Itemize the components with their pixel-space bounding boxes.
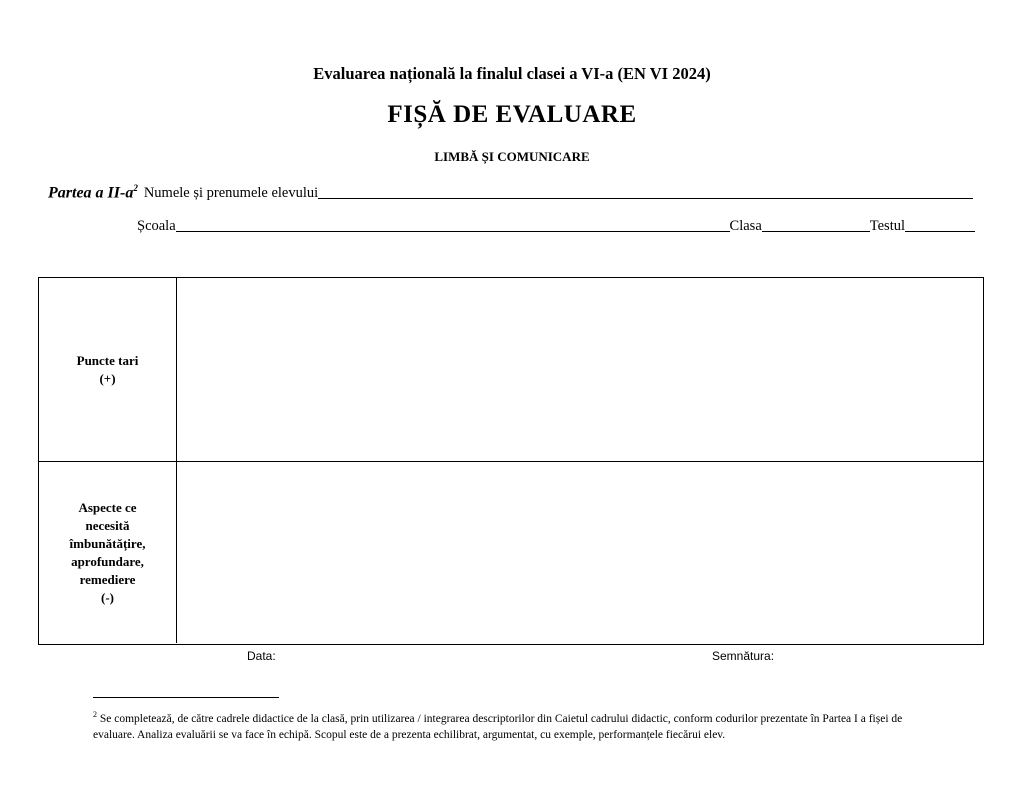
strengths-label-line: (+) bbox=[99, 370, 116, 386]
table-row-improvements bbox=[39, 462, 983, 643]
class-field[interactable] bbox=[762, 231, 870, 232]
test-label: Testul bbox=[869, 218, 905, 234]
improvements-label-line: aprofundare, bbox=[71, 553, 144, 569]
improvements-label-line: necesită bbox=[85, 517, 130, 533]
student-name-row bbox=[48, 183, 973, 202]
student-name-field[interactable] bbox=[318, 198, 973, 199]
signature-label: Semnătura: bbox=[712, 649, 775, 663]
improvements-input-area[interactable] bbox=[177, 462, 983, 643]
school-label: Școala bbox=[137, 218, 176, 234]
page-title: FIȘĂ DE EVALUARE bbox=[387, 101, 637, 128]
table-row-strengths bbox=[39, 278, 983, 462]
improvements-label bbox=[39, 462, 177, 643]
date-label: Data: bbox=[247, 649, 276, 663]
evaluation-table bbox=[38, 277, 984, 645]
footnote-mark: 2 bbox=[93, 710, 97, 719]
exam-title: Evaluarea națională la finalul clasei a VI-a (EN VI 2024) bbox=[313, 64, 711, 83]
school-field[interactable] bbox=[176, 231, 730, 232]
footnote-text: Se completează, de către cadrele didactice de la clasă, prin utilizarea / integrarea descriptorilor din Caietul cadrului didactic, conform codurilor prezentate în Partea I a fișei de evaluare. Analiza evaluării se va face în echipă. Scopul este de a prezenta echilibrat, argumentat, cu exemple, performanțele fiecărui elev. bbox=[93, 712, 903, 741]
student-name-label: Numele și prenumele elevului bbox=[143, 185, 319, 202]
footnote-divider bbox=[93, 697, 279, 698]
school-row bbox=[137, 218, 975, 235]
strengths-label bbox=[39, 278, 177, 461]
footnote bbox=[93, 707, 933, 743]
improvements-label-line: Aspecte ce bbox=[78, 499, 137, 515]
part-label: Partea a $II-a^2$ bbox=[48, 183, 138, 202]
footnote-mark: 2 bbox=[133, 183, 138, 193]
class-label: Clasa bbox=[729, 218, 762, 234]
strengths-input-area[interactable] bbox=[177, 278, 983, 461]
strengths-label-line: Puncte tari bbox=[76, 352, 139, 368]
subject-title: LIMBĂ ȘI COMUNICARE bbox=[434, 149, 590, 164]
improvements-label-line: remediere bbox=[79, 571, 136, 587]
improvements-label-line: (-) bbox=[101, 589, 114, 605]
improvements-label-line: îmbunătățire, bbox=[69, 535, 146, 551]
test-field[interactable] bbox=[905, 231, 975, 232]
